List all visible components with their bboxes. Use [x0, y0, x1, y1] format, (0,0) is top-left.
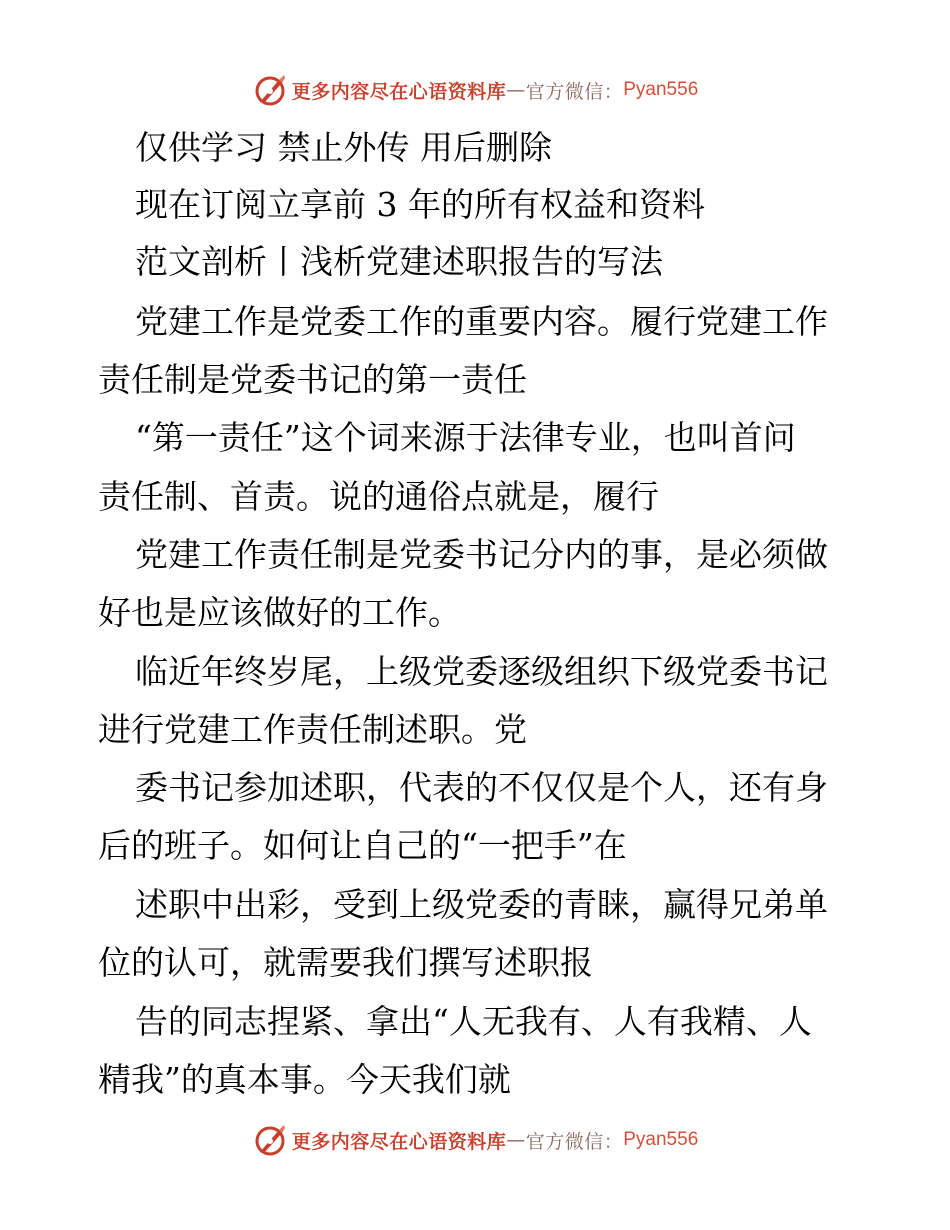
paragraph-line: 告的同志捏紧、拿出“人无我有、人有我精、人: [135, 1002, 812, 1041]
paragraph-line: “第一责任”这个词来源于法律专业，也叫首问: [135, 418, 796, 457]
paragraph-line: 后的班子。如何让自己的“一把手”在: [98, 826, 627, 865]
banner-separator: —: [506, 79, 526, 101]
paragraph-line: 责任制是党委书记的第一责任: [98, 360, 527, 399]
paragraph-line: 好也是应该做好的工作。: [98, 593, 461, 632]
banner-wechat-label: 官方微信：: [525, 1130, 624, 1153]
paragraph-line: 位的认可，就需要我们撰写述职报: [98, 943, 593, 982]
document-title: 范文剖析丨浅析党建述职报告的写法: [135, 242, 663, 281]
footer-banner: [0, 1120, 950, 1160]
quill-pen-seal-icon: [252, 72, 288, 108]
banner-separator: —: [506, 1129, 526, 1151]
header-banner: [0, 70, 950, 110]
paragraph-line: 述职中出彩，受到上级党委的青睐，赢得兄弟单: [135, 885, 828, 924]
notice-line: 仅供学习 禁止外传 用后删除: [135, 128, 552, 167]
banner-brand-text: 更多内容尽在心语资料库: [291, 80, 507, 103]
banner-brand-text: 更多内容尽在心语资料库: [291, 1130, 507, 1153]
quill-pen-seal-icon: [252, 1122, 288, 1158]
subscription-line: 现在订阅立享前 3 年的所有权益和资料: [135, 185, 705, 224]
banner-wechat-label: 官方微信：: [525, 80, 624, 103]
paragraph-line: 党建工作责任制是党委书记分内的事，是必须做: [135, 535, 828, 574]
paragraph-line: 委书记参加述职，代表的不仅仅是个人，还有身: [135, 768, 828, 807]
paragraph-line: 进行党建工作责任制述职。党: [98, 710, 527, 749]
banner-wechat-id: Pyan556: [623, 79, 699, 100]
paragraph-line: 党建工作是党委工作的重要内容。履行党建工作: [135, 302, 828, 341]
paragraph-line: 责任制、首责。说的通俗点就是，履行: [98, 477, 659, 516]
paragraph-line: 临近年终岁尾，上级党委逐级组织下级党委书记: [135, 652, 828, 691]
paragraph-line: 精我”的真本事。今天我们就: [98, 1060, 511, 1099]
banner-wechat-id: Pyan556: [623, 1129, 699, 1150]
